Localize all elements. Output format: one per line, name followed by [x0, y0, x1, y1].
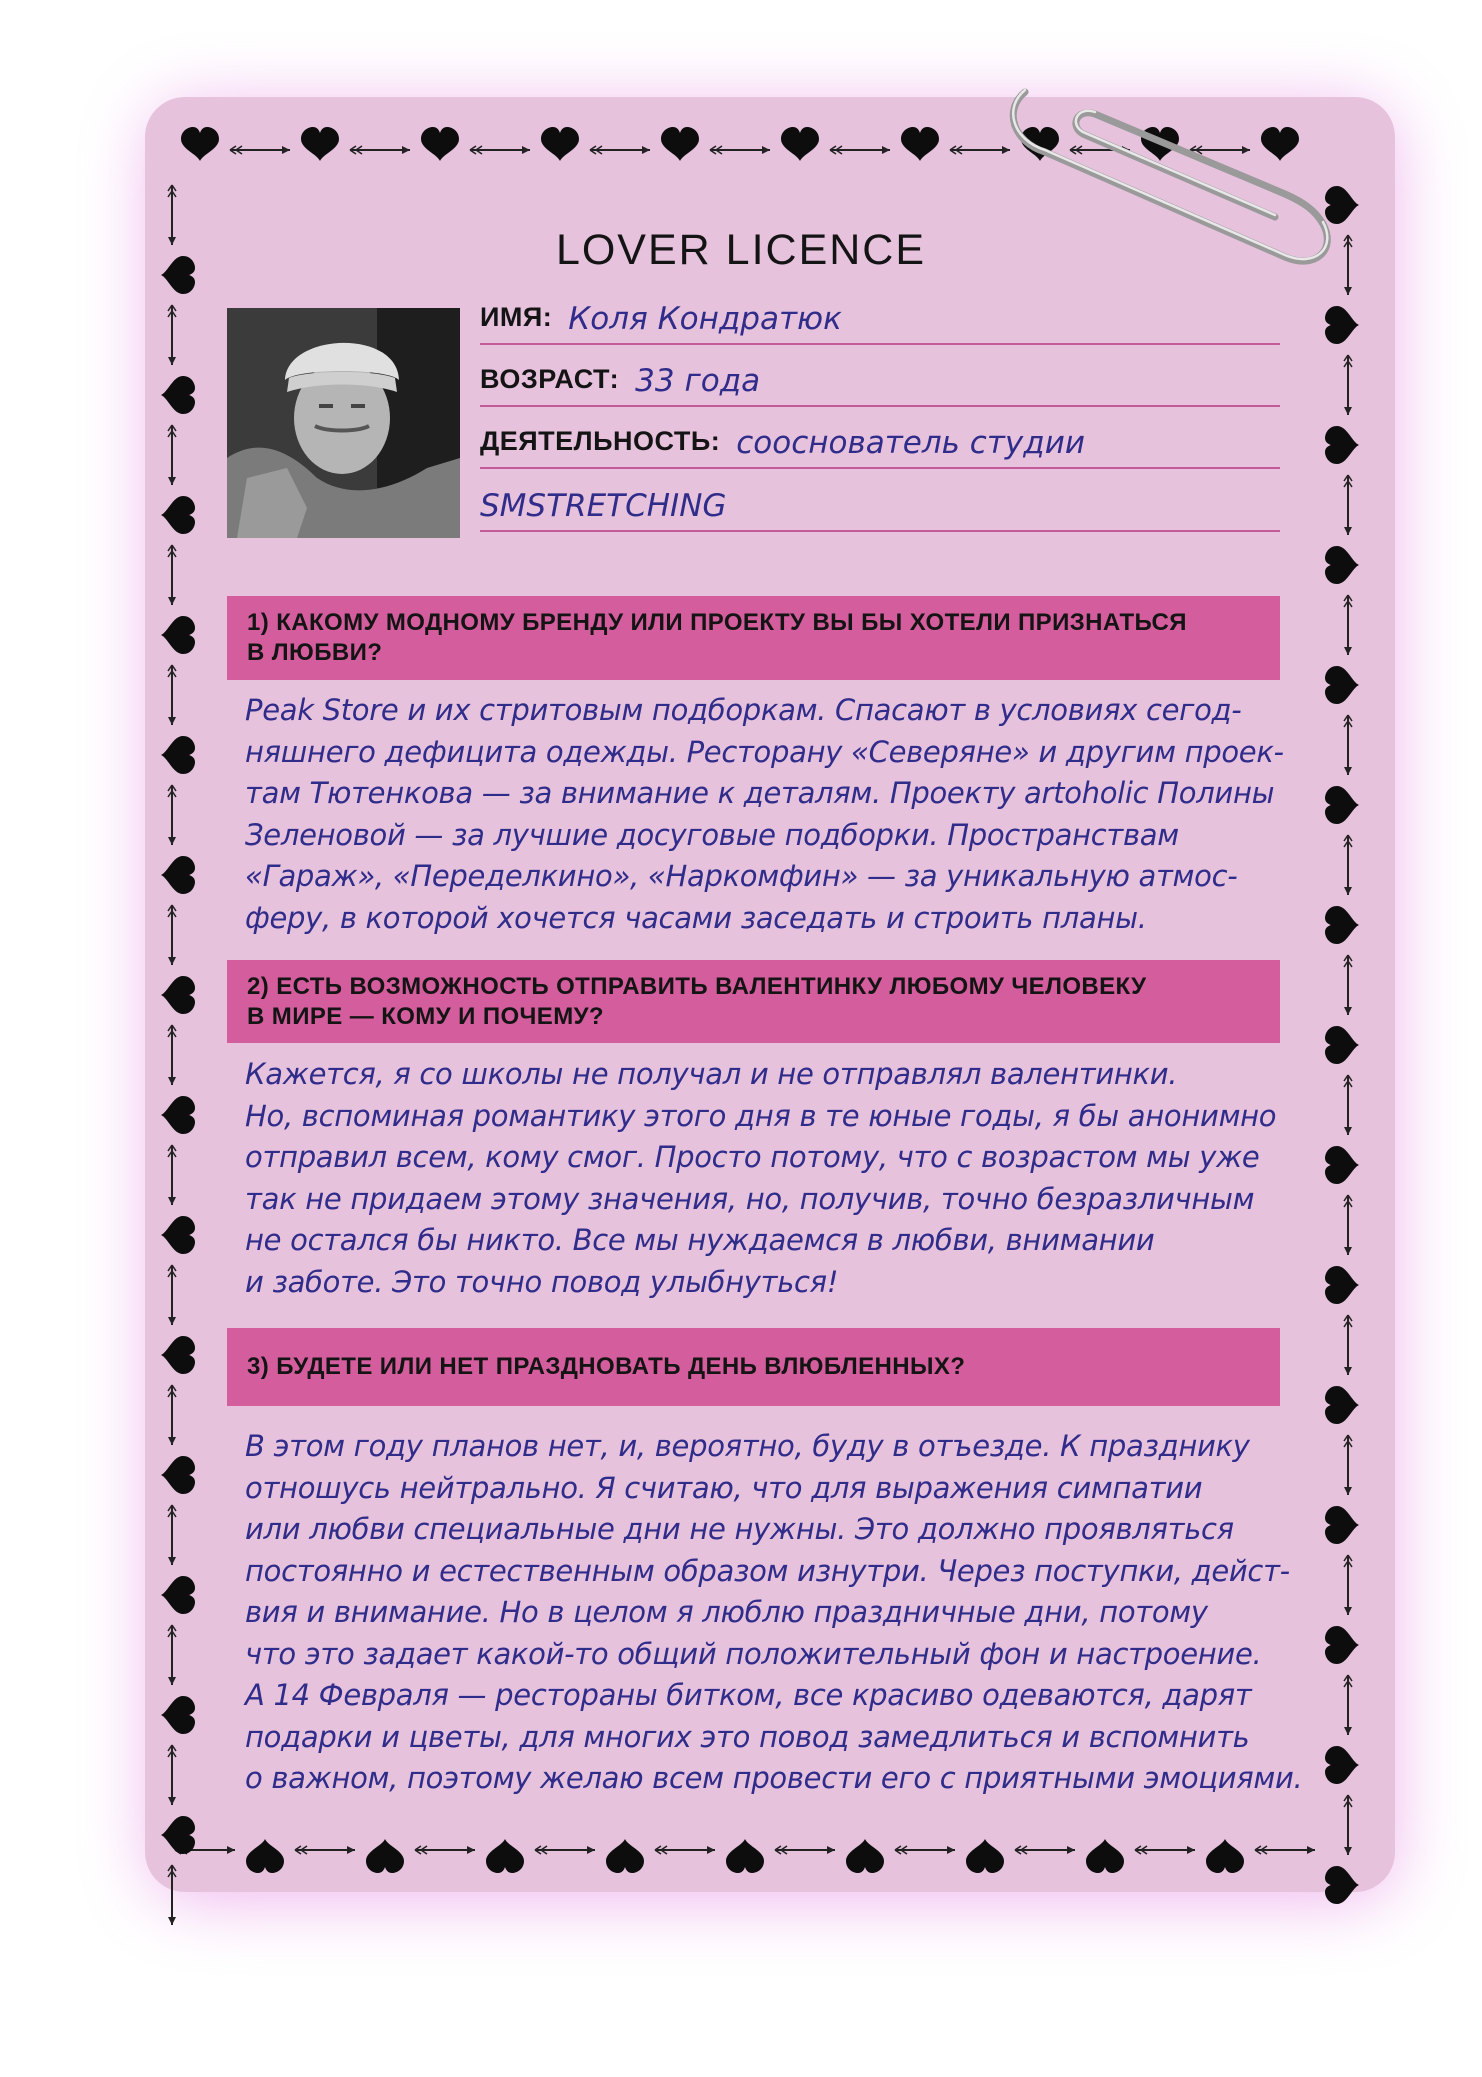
question-1-line-1: 1) КАКОМУ МОДНОМУ БРЕНДУ ИЛИ ПРОЕКТУ ВЫ БЫ ХОТЕЛИ ПРИЗНАТЬСЯ — [247, 609, 1187, 636]
answer-3-line: подарки и цветы, для многих это повод замедлиться и вспомнить — [245, 1719, 1250, 1754]
heart-icon — [1325, 786, 1359, 824]
answer-1-line: Зеленовой — за лучшие досуговые подборки. Пространствам — [245, 817, 1179, 852]
arrow-icon — [1344, 595, 1352, 655]
answer-1-line: «Гараж», «Переделкино», «Наркомфин» — за уникальную атмос- — [245, 859, 1238, 893]
heart-icon — [1325, 1866, 1359, 1904]
arrow-icon — [655, 1846, 715, 1854]
heart-icon — [161, 976, 195, 1014]
arrow-icon — [1344, 1555, 1352, 1615]
heart-icon — [181, 127, 219, 161]
heart-icon — [1325, 1146, 1359, 1184]
arrow-icon — [350, 146, 410, 154]
answer-1-line: няшнего дефицита одежды. Ресторану «Северяне» и другим проек- — [245, 734, 1284, 769]
name-field — [480, 283, 1280, 345]
arrow-icon — [1015, 1846, 1075, 1854]
answer-1-line: там Тютенкова — за внимание к деталям. Проекту artoholic Полины — [245, 776, 1275, 810]
arrow-icon — [168, 665, 176, 725]
arrow-icon — [1344, 475, 1352, 535]
answer-2-line: не остался бы никто. Все мы нуждаемся в любви, внимании — [245, 1223, 1155, 1257]
arrow-icon — [230, 146, 290, 154]
occupation-field — [480, 407, 1280, 469]
heart-icon — [726, 1839, 764, 1873]
question-2-bar — [227, 960, 1280, 1043]
arrow-icon — [1344, 1075, 1352, 1135]
answer-1-line: Peak Store и их стритовым подборкам. Спасают в условиях сегод- — [245, 693, 1242, 727]
heart-icon — [161, 376, 195, 414]
heart-icon — [1325, 426, 1359, 464]
arrow-icon — [168, 1265, 176, 1325]
arrow-icon — [470, 146, 530, 154]
heart-icon — [246, 1839, 284, 1873]
heart-icon — [1325, 1746, 1359, 1784]
heart-icon — [1325, 906, 1359, 944]
heart-icon — [161, 1096, 195, 1134]
heart-icon — [366, 1839, 404, 1873]
answer-3-line: или любви специальные дни не нужны. Это должно проявляться — [245, 1512, 1234, 1546]
heart-icon — [161, 1336, 195, 1374]
answer-2-line: Кажется, я со школы не получал и не отправлял валентинки. — [245, 1057, 1178, 1091]
arrow-icon — [168, 1745, 176, 1805]
arrow-icon — [535, 1846, 595, 1854]
arrow-icon — [1344, 715, 1352, 775]
name-value: Коля Кондратюк — [568, 301, 842, 337]
answer-2-line: отправил всем, кому смог. Просто потому, что с возрастом мы уже — [245, 1140, 1260, 1174]
answer-3-line: вия и внимание. Но в целом я люблю праздничные дни, потому — [245, 1595, 1208, 1629]
heart-icon — [421, 127, 459, 161]
arrow-icon — [168, 1505, 176, 1565]
arrow-icon — [1344, 1675, 1352, 1735]
heart-icon — [161, 1456, 195, 1494]
heart-icon — [161, 736, 195, 774]
arrow-icon — [710, 146, 770, 154]
heart-icon — [606, 1839, 644, 1873]
heart-icon — [966, 1839, 1004, 1873]
heart-icon — [1325, 666, 1359, 704]
arrow-icon — [168, 905, 176, 965]
arrow-icon — [168, 305, 176, 365]
occupation-value: сооснователь студии — [736, 425, 1085, 461]
heart-icon — [846, 1839, 884, 1873]
arrow-icon — [830, 146, 890, 154]
heart-icon — [541, 127, 579, 161]
portrait-photo — [227, 308, 460, 538]
answer-3 — [245, 1426, 1303, 1800]
arrow-icon — [1135, 1846, 1195, 1854]
heart-icon — [1206, 1839, 1244, 1873]
heart-icon — [486, 1839, 524, 1873]
arrow-icon — [1344, 355, 1352, 415]
arrow-icon — [168, 1865, 176, 1925]
answer-1 — [245, 690, 1295, 939]
arrow-icon — [1344, 1195, 1352, 1255]
question-2-line-1: 2) ЕСТЬ ВОЗМОЖНОСТЬ ОТПРАВИТЬ ВАЛЕНТИНКУ ЛЮБОМУ ЧЕЛОВЕКУ — [247, 973, 1147, 1000]
occupation-value-2: SMSTRETCHING — [480, 488, 727, 524]
heart-icon — [661, 127, 699, 161]
heart-icon — [161, 1816, 195, 1854]
answer-2-line: Но, вспоминая романтику этого дня в те юные годы, я бы анонимно — [245, 1098, 1277, 1133]
heart-icon — [1325, 1386, 1359, 1424]
heart-icon — [781, 127, 819, 161]
arrow-icon — [168, 1385, 176, 1445]
arrow-icon — [415, 1846, 475, 1854]
heart-icon — [1325, 1026, 1359, 1064]
heart-icon — [1325, 1626, 1359, 1664]
heart-icon — [901, 127, 939, 161]
arrow-icon — [168, 785, 176, 845]
answer-3-line: В этом году планов нет, и, вероятно, буду в отъезде. К празднику — [245, 1429, 1250, 1463]
question-2-line-2: В МИРЕ — КОМУ И ПОЧЕМУ? — [247, 1003, 604, 1030]
heart-icon — [301, 127, 339, 161]
heart-icon — [1325, 1266, 1359, 1304]
arrow-icon — [1344, 955, 1352, 1015]
heart-icon — [1325, 546, 1359, 584]
arrow-icon — [168, 1625, 176, 1685]
age-label: ВОЗРАСТ: — [480, 364, 620, 394]
heart-icon — [161, 1576, 195, 1614]
arrow-icon — [1344, 1435, 1352, 1495]
arrow-icon — [168, 1145, 176, 1205]
arrow-icon — [168, 1025, 176, 1085]
answer-2 — [245, 1054, 1295, 1303]
question-1-bar — [227, 596, 1280, 680]
name-label: ИМЯ: — [480, 302, 553, 332]
arrow-icon — [1344, 1315, 1352, 1375]
arrow-icon — [1344, 1795, 1352, 1855]
heart-icon — [161, 616, 195, 654]
page-title: LOVER LICENCE — [555, 226, 927, 274]
answer-1-line: феру, в которой хочется часами заседать и строить планы. — [245, 900, 1147, 935]
question-3-line-1: 3) БУДЕТЕ ИЛИ НЕТ ПРАЗДНОВАТЬ ДЕНЬ ВЛЮБЛЕННЫХ? — [247, 1353, 966, 1380]
arrow-icon — [1255, 1846, 1315, 1854]
answer-3-line: А 14 Февраля — рестораны битком, все красиво одеваются, дарят — [245, 1678, 1252, 1712]
age-field — [480, 345, 1280, 407]
heart-icon — [1325, 1506, 1359, 1544]
occupation-field-line-2 — [480, 470, 1280, 532]
answer-2-line: так не придаем этому значения, но, получив, точно безразличным — [245, 1181, 1255, 1216]
arrow-icon — [895, 1846, 955, 1854]
answer-2-line: и заботе. Это точно повод улыбнуться! — [245, 1264, 839, 1299]
arrow-icon — [590, 146, 650, 154]
arrow-icon — [168, 545, 176, 605]
answer-3-line: о важном, поэтому желаю всем провести его с приятными эмоциями. — [245, 1761, 1303, 1795]
heart-icon — [1086, 1839, 1124, 1873]
arrow-icon — [168, 425, 176, 485]
answer-3-line: что это задает какой-то общий положительный фон и настроение. — [245, 1636, 1262, 1671]
arrow-icon — [295, 1846, 355, 1854]
arrow-icon — [775, 1846, 835, 1854]
question-1-line-2: В ЛЮБВИ? — [247, 639, 383, 666]
heart-icon — [1325, 306, 1359, 344]
heart-icon — [161, 1216, 195, 1254]
occupation-label: ДЕЯТЕЛЬНОСТЬ: — [480, 426, 721, 456]
answer-3-line: постоянно и естественным образом изнутри. Через поступки, дейст- — [245, 1553, 1290, 1588]
answer-3-line: отношусь нейтрально. Я считаю, что для выражения симпатии — [245, 1470, 1203, 1505]
heart-icon — [161, 1696, 195, 1734]
heart-icon — [161, 496, 195, 534]
question-3-bar — [227, 1328, 1280, 1406]
heart-icon — [161, 856, 195, 894]
age-value: 33 года — [635, 363, 761, 399]
arrow-icon — [1344, 835, 1352, 895]
